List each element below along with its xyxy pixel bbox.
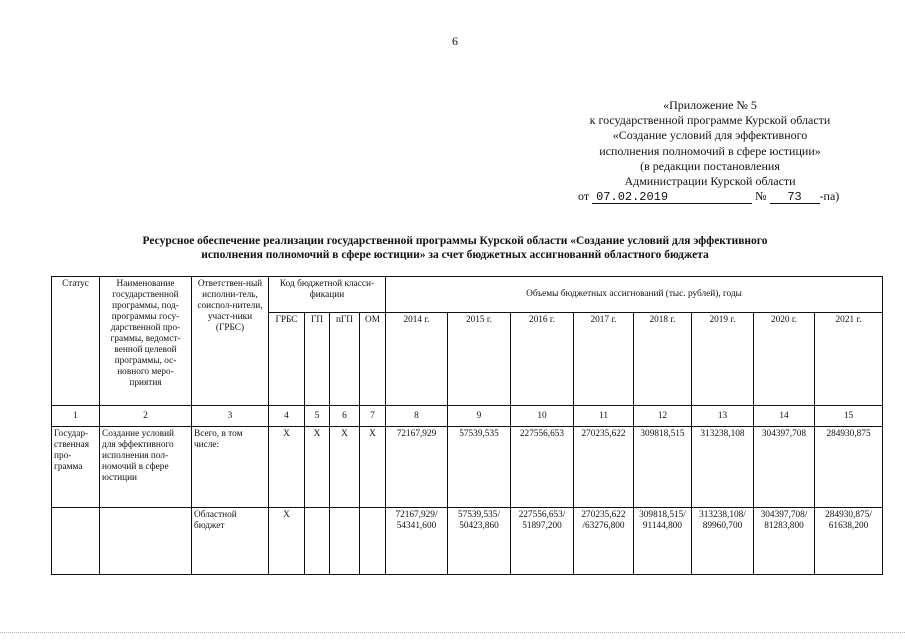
row-value (634, 508, 692, 575)
document-title-line-1: Ресурсное обеспечение реализации государственной программы Курской области «Создание условий для эффективного (142, 235, 768, 247)
header-responsible: Ответствен-ный исполни-тель, соиспол-нители, участ-ники (ГРБС) (192, 277, 269, 406)
value-bottom: 61638,200 (828, 521, 869, 531)
column-number: 12 (634, 406, 692, 427)
header-gp: ГП (305, 313, 330, 406)
scan-edge-line (0, 632, 905, 634)
row-pgp: X (330, 427, 360, 508)
value-top: 57539,535/ (457, 510, 501, 520)
column-number: 3 (192, 406, 269, 427)
column-number: 15 (815, 406, 883, 427)
value-bottom: 91144,800 (642, 521, 683, 531)
column-number: 7 (360, 406, 386, 427)
row-om: X (360, 427, 386, 508)
column-number: 9 (448, 406, 511, 427)
resolution-number: 73 (770, 191, 820, 204)
header-year: 2018 г. (634, 313, 692, 406)
header-year: 2016 г. (511, 313, 574, 406)
value-bottom: 54341,600 (396, 521, 437, 531)
row-value (692, 508, 754, 575)
value-top: 284930,875/ (825, 510, 872, 520)
row-value: 227556,653 (511, 427, 574, 508)
row-value: 304397,708 (754, 427, 815, 508)
row-value: 313238,108 (692, 427, 754, 508)
value-top: 227556,653/ (518, 510, 566, 520)
row-om-empty (360, 508, 386, 575)
value-top: 270235,622 (581, 510, 626, 520)
value-bottom: 81283,800 (764, 521, 804, 531)
value-top: 72167,929/ (395, 510, 438, 520)
row-value (448, 508, 511, 575)
resolution-date: 07.02.2019 (592, 191, 752, 204)
row-value (574, 508, 634, 575)
row-value (754, 508, 815, 575)
row-value (815, 508, 883, 575)
column-number: 5 (305, 406, 330, 427)
table-row-regional-budget (52, 508, 883, 575)
appendix-line-5: (в редакции постановления (640, 158, 780, 173)
row-value: 57539,535 (448, 427, 511, 508)
header-grbs: ГРБС (269, 313, 305, 406)
header-year: 2017 г. (574, 313, 634, 406)
column-number: 13 (692, 406, 754, 427)
row-value (386, 508, 448, 575)
header-pgp: пГП (330, 313, 360, 406)
value-bottom: /63276,800 (582, 521, 625, 531)
column-number: 6 (330, 406, 360, 427)
appendix-block (560, 98, 860, 204)
column-number: 2 (100, 406, 192, 427)
value-bottom: 50423,860 (459, 521, 499, 531)
from-label: от (578, 189, 590, 204)
value-top: 304397,708/ (760, 510, 808, 520)
row-status: Государ-ственная про-грамма (52, 427, 100, 508)
header-year: 2015 г. (448, 313, 511, 406)
document-title (90, 234, 820, 262)
header-name: Наименование государственной программы, под-программы госу-дарственной про-граммы, ведомст-венной целевой программы, ос-новного меро-приятия (100, 277, 192, 406)
appendix-line-3: «Создание условий для эффективного (612, 128, 808, 143)
row-value: 72167,929 (386, 427, 448, 508)
header-om: ОМ (360, 313, 386, 406)
header-status: Статус (52, 277, 100, 406)
column-number-row (52, 406, 883, 427)
column-number: 4 (269, 406, 305, 427)
column-number: 14 (754, 406, 815, 427)
row-grbs: X (269, 508, 305, 575)
value-top: 313238,108/ (699, 510, 746, 520)
row-responsible: Областной бюджет (192, 508, 269, 575)
appendix-line-6: Администрации Курской области (624, 174, 796, 189)
row-value: 309818,515 (634, 427, 692, 508)
header-row-1 (52, 277, 883, 313)
value-bottom: 89960,700 (702, 521, 743, 531)
header-year: 2020 г. (754, 313, 815, 406)
row-gp-empty (305, 508, 330, 575)
column-number: 10 (511, 406, 574, 427)
row-program-name: Создание условий для эффективного исполнения пол-номочий в сфере юстиции (100, 427, 192, 508)
header-volumes: Объемы бюджетных ассигнований (тыс. рублей), годы (386, 277, 883, 313)
header-year: 2014 г. (386, 313, 448, 406)
value-bottom: 51897,200 (522, 521, 562, 531)
header-year: 2019 г. (692, 313, 754, 406)
row-value (511, 508, 574, 575)
appendix-line-1: «Приложение № 5 (663, 98, 757, 112)
number-label: № (755, 189, 767, 204)
row-responsible: Всего, в том числе: (192, 427, 269, 508)
page-number: 6 (452, 34, 458, 48)
row-grbs: X (269, 427, 305, 508)
header-budget-code: Код бюджетной класси-фикации (269, 277, 386, 313)
row-gp: X (305, 427, 330, 508)
row-status-empty (52, 508, 100, 575)
budget-table (51, 276, 883, 575)
row-name-empty (100, 508, 192, 575)
column-number: 1 (52, 406, 100, 427)
resolution-details (560, 189, 860, 204)
resolution-suffix: -па) (819, 189, 840, 204)
document-title-line-2: исполнения полномочий в сфере юстиции» за счет бюджетных ассигнований областного бюджета (201, 249, 709, 261)
column-number: 11 (574, 406, 634, 427)
value-top: 309818,515/ (639, 510, 686, 520)
appendix-line-4: исполнения полномочий в сфере юстиции» (599, 143, 821, 158)
column-number: 8 (386, 406, 448, 427)
row-pgp-empty (330, 508, 360, 575)
header-year: 2021 г. (815, 313, 883, 406)
row-value: 284930,875 (815, 427, 883, 508)
table-row-program-total (52, 427, 883, 508)
row-value: 270235,622 (574, 427, 634, 508)
appendix-line-2: к государственной программе Курской области (589, 113, 831, 128)
